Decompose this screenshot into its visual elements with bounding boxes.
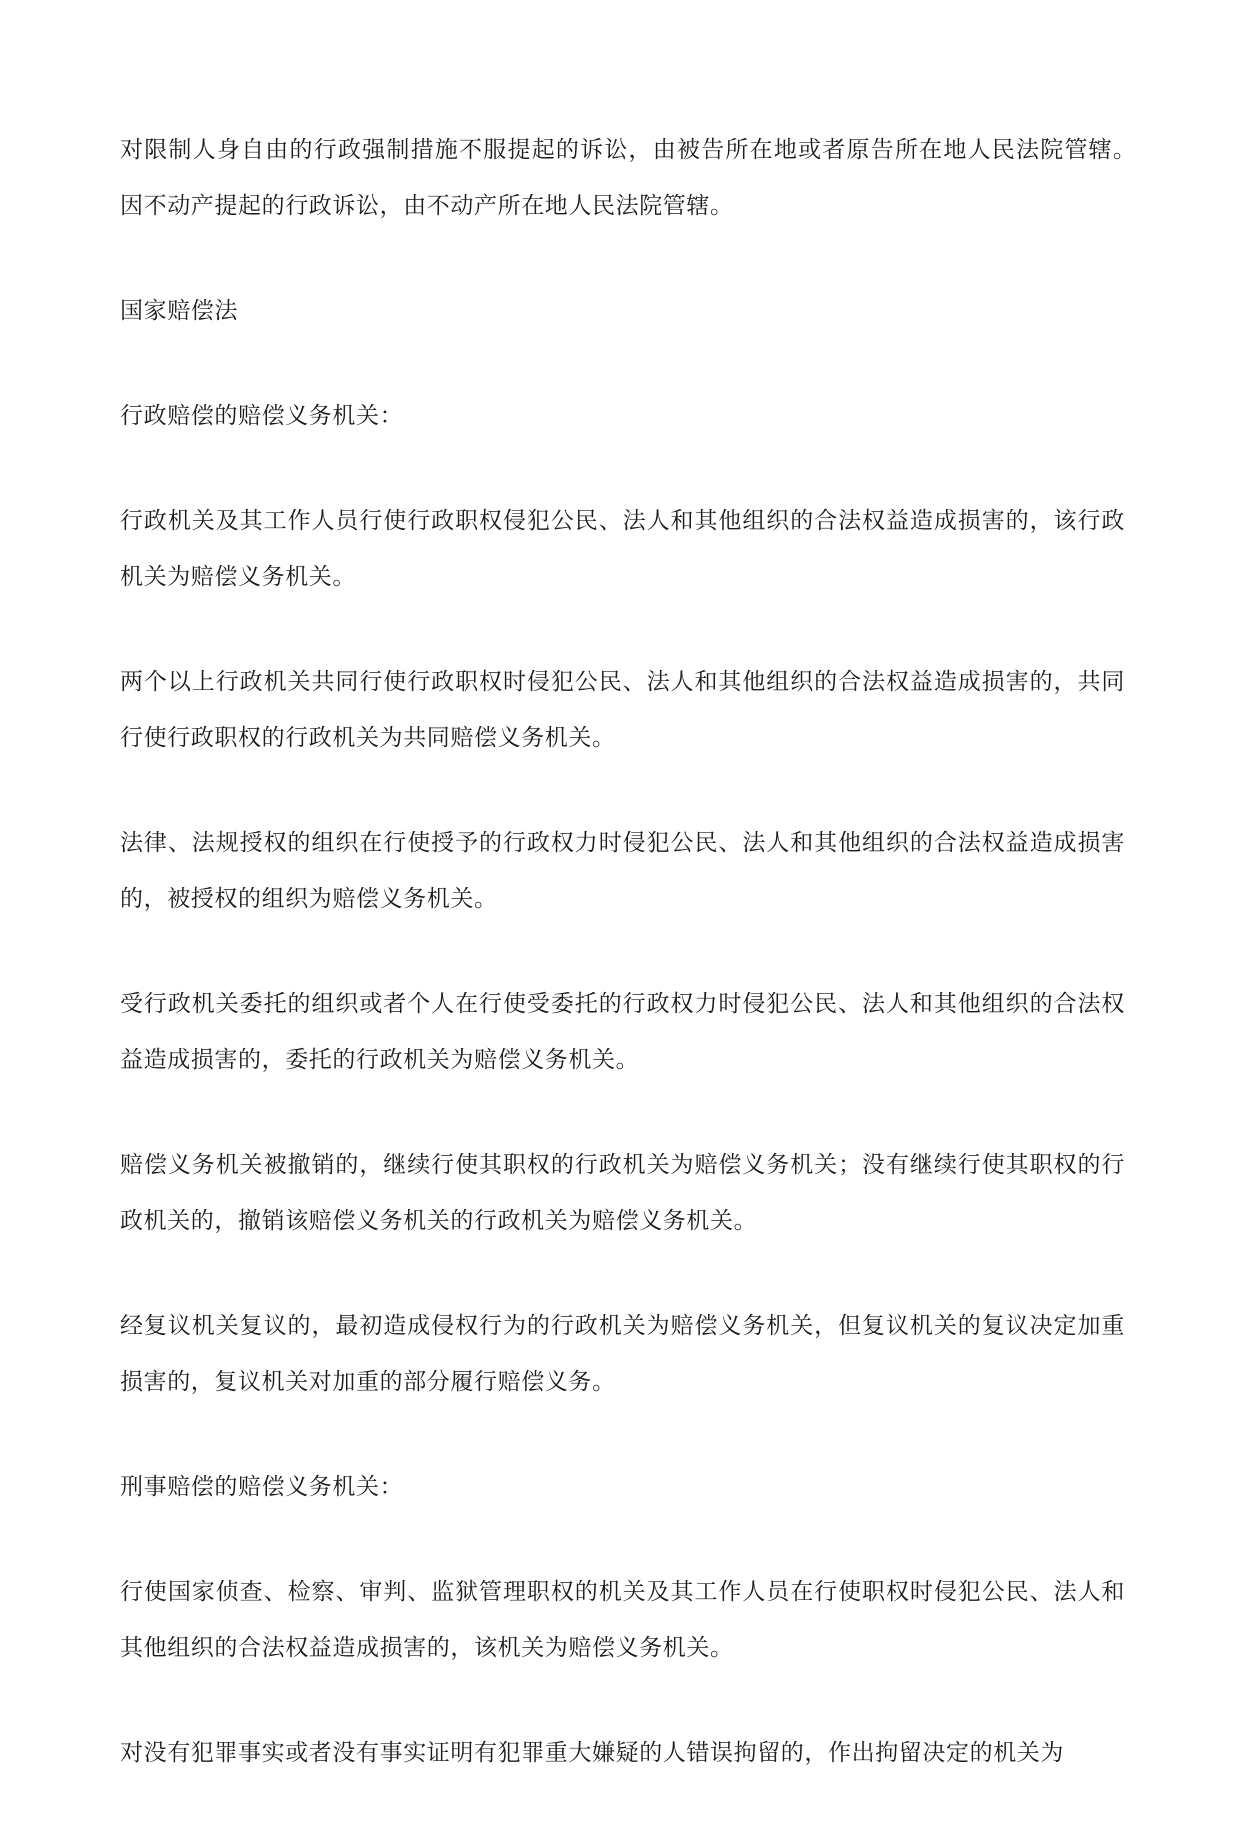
document-body — [120, 122, 1173, 1830]
paragraph-jurisdiction: 对限制人身自由的行政强制措施不服提起的诉讼，由被告所在地或者原告所在地人民法院管辖。 因不动产提起的行政诉讼，由不动产所在地人民法院管辖。 — [120, 137, 1173, 219]
section-heading-state-compensation-law: 国家赔偿法 — [120, 298, 238, 324]
paragraph-admin-organ: 行政机关及其工作人员行使行政职权侵犯公民、法人和其他组织的合法权益造成损害的，该行政机关为赔偿义务机关。 — [120, 508, 1125, 590]
paragraph-criminal-organs: 行使国家侦查、检察、审判、监狱管理职权的机关及其工作人员在行使职权时侵犯公民、法人和其他组织的合法权益造成损害的，该机关为赔偿义务机关。 — [120, 1579, 1125, 1661]
paragraph-joint-organs: 两个以上行政机关共同行使行政职权时侵犯公民、法人和其他组织的合法权益造成损害的，共同行使行政职权的行政机关为共同赔偿义务机关。 — [120, 669, 1125, 751]
subheading-administrative-compensation: 行政赔偿的赔偿义务机关： — [120, 403, 404, 429]
subheading-criminal-compensation: 刑事赔偿的赔偿义务机关： — [120, 1474, 404, 1500]
paragraph-entrusted-organization: 受行政机关委托的组织或者个人在行使受委托的行政权力时侵犯公民、法人和其他组织的合法权益造成损害的，委托的行政机关为赔偿义务机关。 — [120, 991, 1125, 1073]
paragraph-authorized-organization: 法律、法规授权的组织在行使授予的行政权力时侵犯公民、法人和其他组织的合法权益造成损害的，被授权的组织为赔偿义务机关。 — [120, 830, 1125, 912]
paragraph-reconsideration: 经复议机关复议的，最初造成侵权行为的行政机关为赔偿义务机关，但复议机关的复议决定加重损害的，复议机关对加重的部分履行赔偿义务。 — [120, 1313, 1125, 1395]
paragraph-revoked-organ: 赔偿义务机关被撤销的，继续行使其职权的行政机关为赔偿义务机关；没有继续行使其职权的行政机关的，撤销该赔偿义务机关的行政机关为赔偿义务机关。 — [120, 1152, 1125, 1234]
paragraph-wrongful-detention: 对没有犯罪事实或者没有事实证明有犯罪重大嫌疑的人错误拘留的，作出拘留决定的机关为 — [120, 1740, 1064, 1766]
